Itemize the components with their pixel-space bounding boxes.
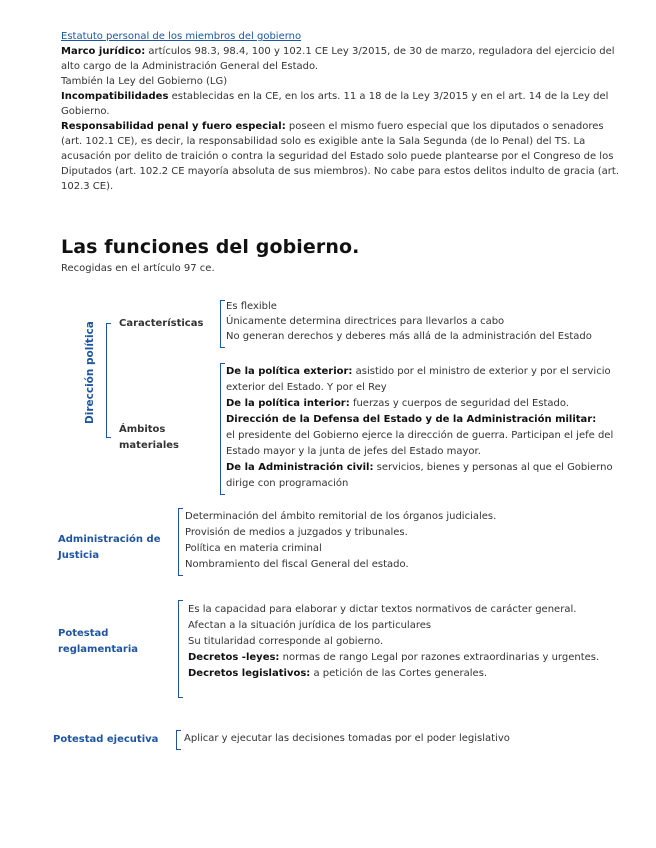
incompatibilidades: Incompatibilidades establecidas en la CE, en los arts. 11 a 18 de la Ley 3/2015 y en el art. 14 de la Ley del Gobierno.: [61, 91, 609, 117]
list-item: De la Administración civil: servicios, bienes y personas al que el Gobierno dirige con programación: [226, 462, 613, 489]
also-note: También la Ley del Gobierno (LG): [61, 76, 228, 87]
direccion-bracket: [106, 323, 111, 438]
marco-juridico: Marco jurídico: artículos 98.3, 98.4, 100 y 102.1 CE Ley 3/2015, de 30 de marzo, reguladora del ejercicio del alto cargo de la Administración General del Estado.: [61, 46, 615, 72]
ejecutiva-label: Potestad ejecutiva: [53, 734, 159, 745]
ejecutiva-text: Aplicar y ejecutar las decisiones tomadas por el poder legislativo: [184, 733, 510, 744]
reglamentaria-bracket: [178, 600, 183, 698]
justicia-list: [185, 509, 496, 573]
statute-link[interactable]: Estatuto personal de los miembros del gobierno: [61, 31, 302, 42]
direccion-label: Dirección política: [84, 321, 96, 424]
justicia-label: Administración de Justicia: [58, 534, 161, 561]
list-item: No generan derechos y deberes más allá de la administración del Estado: [226, 331, 592, 342]
list-item: Es la capacidad para elaborar y dictar textos normativos de carácter general.: [188, 604, 577, 615]
list-item: Únicamente determina directrices para llevarlos a cabo: [226, 316, 505, 327]
list-item: Su titularidad corresponde al gobierno.: [188, 636, 384, 647]
justicia-bracket: [178, 508, 183, 576]
list-item: De la política interior: fuerzas y cuerpos de seguridad del Estado.: [226, 398, 569, 409]
list-item: Es flexible: [226, 301, 277, 312]
list-item: Política en materia criminal: [185, 543, 322, 554]
reglamentaria-label: Potestad reglamentaria: [58, 628, 139, 655]
list-item: De la política exterior: asistido por el ministro de exterior y por el servicio exterior del Estado. Y por el Rey: [226, 366, 611, 393]
functions-subtitle: Recogidas en el artículo 97 ce.: [61, 263, 215, 274]
list-item: Determinación del ámbito remitorial de los órganos judiciales.: [185, 511, 497, 522]
ambitos-label: Ámbitos materiales: [119, 424, 179, 451]
caracteristicas-bracket: [220, 300, 225, 348]
list-item: Provisión de medios a juzgados y tribunales.: [185, 527, 408, 538]
caracteristicas-label: Características: [119, 318, 204, 329]
list-item: Nombramiento del fiscal General del estado.: [185, 559, 409, 570]
list-item: Dirección de la Defensa del Estado y de la Administración militar: el presidente del Gobierno ejerce la dirección de guerra. Participan el jefe del Estado mayor y la junta de jefes del Estado mayor.: [226, 414, 614, 457]
functions-title: Las funciones del gobierno.: [61, 236, 360, 258]
caracteristicas-list: [226, 299, 592, 344]
ambitos-list: [226, 364, 626, 492]
responsabilidad: Responsabilidad penal y fuero especial: poseen el mismo fuero especial que los diputados o senadores (art. 102.1 CE), es decir, la responsabilidad solo es exigible ante la Sala Segunda (de lo Penal) del TS. La acusación por delito de traición o contra la seguridad del Estado solo puede plantearse por el Congreso de los Diputados (art. 102.2 CE mayoría absoluta de sus miembros). No cabe para estos delitos indulto de gracia (art. 102.3 CE).: [61, 121, 620, 192]
list-item: Afectan a la situación jurídica de los particulares: [188, 620, 432, 631]
list-item: Decretos legislativos: a petición de las Cortes generales.: [188, 668, 488, 679]
ejecutiva-bracket: [176, 730, 181, 750]
ambitos-bracket: [220, 363, 225, 495]
reglamentaria-list: [188, 602, 636, 682]
list-item: Decretos -leyes: normas de rango Legal por razones extraordinarias y urgentes.: [188, 652, 600, 663]
statute-block: [61, 44, 621, 194]
